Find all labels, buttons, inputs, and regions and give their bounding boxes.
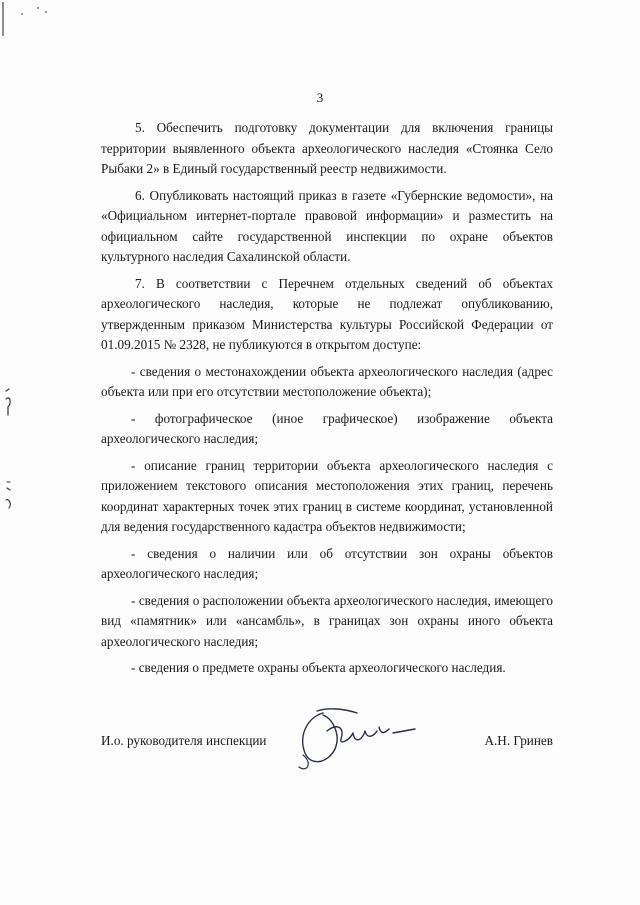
paragraph-6: 6. Опубликовать настоящий приказ в газете «Губернские ведомости», на «Официальном интернет-портале правовой информации» и разместить на официальном сайте государственной инспекции по охране объектов культурного наследия Сахалинской области.: [101, 187, 553, 264]
list-item-location: - сведения о местонахождении объекта археологического наследия (адрес объекта или при его отсутствии местоположение объекта);: [101, 363, 553, 399]
paragraph-5: 5. Обеспечить подготовку документации для включения границы территории выявленного объекта археологического наследия «Стоянка Село Рыбаки 2» в Единый государственный реестр недвижимости.: [101, 120, 553, 176]
scan-artifact-top: [0, 0, 60, 40]
list-item-photo: - фотографическое (иное графическое) изображение объекта археологического наследия;: [101, 410, 553, 446]
list-item-placement: - сведения о расположении объекта археологического наследия, имеющего вид «памятник» или «ансамбль», в границах зон охраны иного объекта археологического наследия;: [101, 592, 553, 649]
list-item-protection-subject: - сведения о предмете охраны объекта археологического наследия.: [131, 660, 506, 675]
scan-artifact-mid: [0, 385, 20, 425]
page-number: 3: [316, 90, 324, 105]
signatory-role: И.о. руководителя инспекции: [101, 733, 267, 748]
signature-block: [101, 733, 553, 763]
handwritten-signature: [293, 705, 423, 775]
document-body: [101, 118, 553, 685]
list-item-boundaries: - описание границ территории объекта археологического наследия с приложением текстового описания местоположения этих границ, перечень координат характерных точек этих границ в системе координат, установленной для ведения государственного кадастра объектов недвижимости;: [101, 457, 553, 534]
paragraph-7: 7. В соответствии с Перечнем отдельных сведений об объектах археологического наследия, которые не подлежат опубликованию, утвержденным приказом Министерства культуры Российской Федерации от 01.09.2015 № 2328, не публикуются в открытом доступе:: [101, 275, 553, 352]
signatory-name: А.Н. Гринев: [484, 733, 553, 748]
list-item-protection-zones: - сведения о наличии или об отсутствии зон охраны объектов археологического наследия;: [101, 545, 553, 581]
scan-artifact-lower: [0, 478, 20, 518]
